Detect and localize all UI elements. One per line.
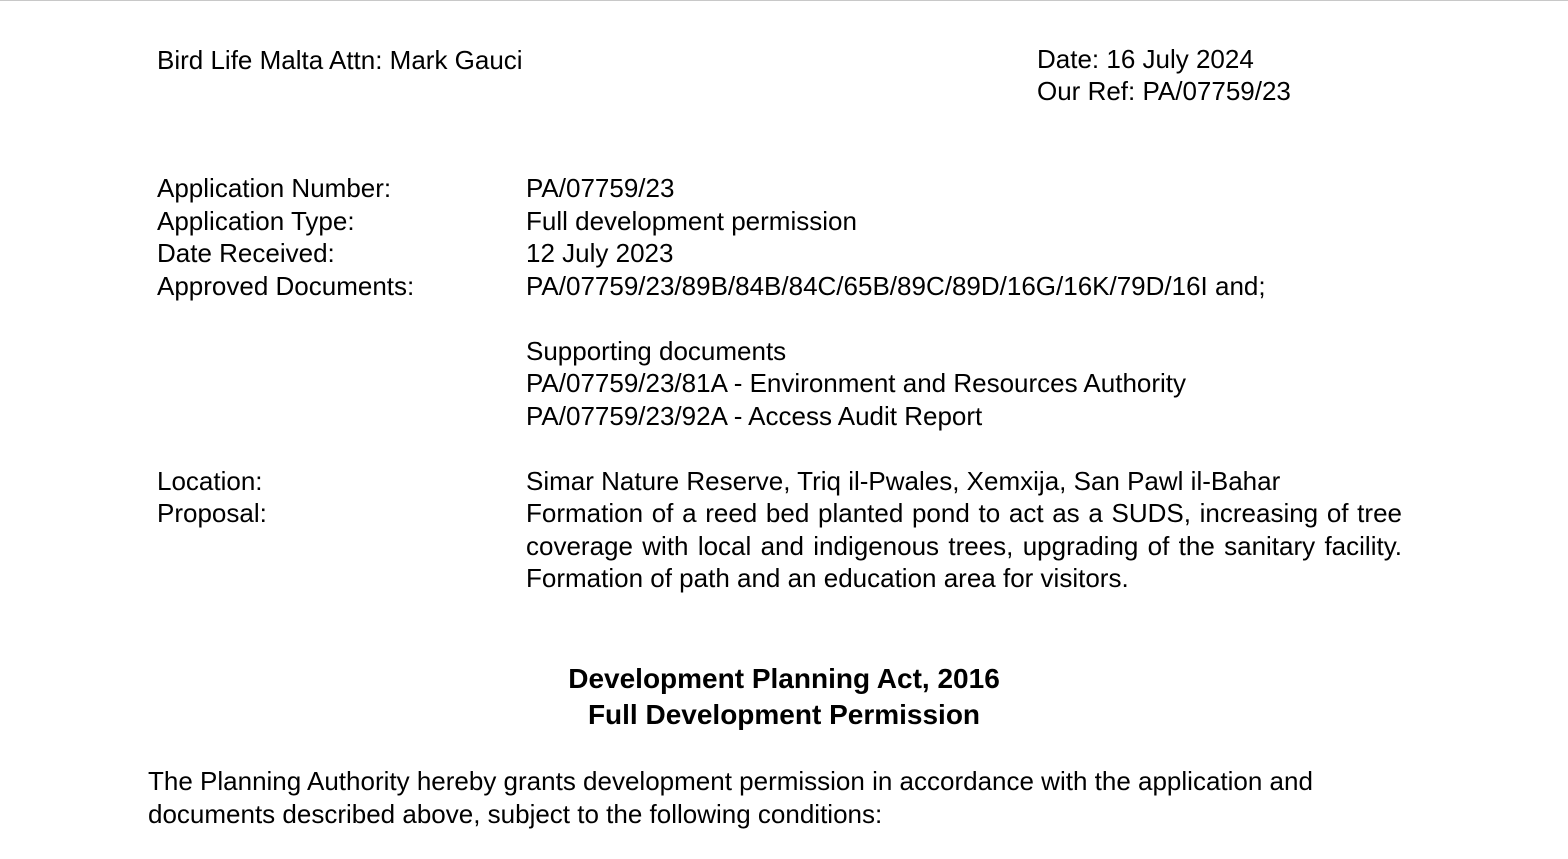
letter-date: Date: 16 July 2024 [1037, 44, 1254, 74]
application-type-row [157, 205, 1402, 238]
date-received-row [157, 237, 1402, 270]
act-title: Development Planning Act, 2016 [568, 663, 1000, 694]
location-row [157, 465, 1402, 498]
proposal-value: Formation of a reed bed planted pond to act as a SUDS, increasing of tree coverage with local and indigenous trees, upgrading of the sanitary facility. Formation of path and an education area for visitors. [526, 498, 1402, 593]
our-reference: Our Ref: PA/07759/23 [1037, 76, 1291, 106]
date-received-value: 12 July 2023 [526, 238, 674, 268]
act-subtitle: Full Development Permission [587, 699, 981, 730]
application-number-value: PA/07759/23 [526, 173, 675, 203]
location-value: Simar Nature Reserve, Triq il-Pwales, Xemxija, San Pawl il-Bahar [526, 465, 1281, 496]
proposal-label: Proposal: [157, 498, 267, 528]
location-label: Location: [157, 465, 263, 496]
addressee: Bird Life Malta Attn: Mark Gauci [157, 45, 523, 75]
application-details [157, 172, 1402, 595]
application-type-value: Full development permission [526, 205, 857, 236]
supporting-documents [526, 335, 1402, 433]
supporting-documents-row [157, 335, 1402, 433]
supporting-documents-heading: Supporting documents [526, 335, 787, 366]
approved-documents-row [157, 270, 1402, 303]
application-type-label: Application Type: [157, 205, 355, 236]
supporting-document-item: PA/07759/23/92A - Access Audit Report [526, 400, 983, 431]
application-number-label: Application Number: [157, 173, 392, 203]
act-heading [0, 661, 1568, 733]
approved-documents-value: PA/07759/23/89B/84B/84C/65B/89C/89D/16G/16K/79D/16I and; [526, 270, 1266, 301]
approved-documents-label: Approved Documents: [157, 270, 415, 301]
proposal-row [157, 497, 1402, 595]
application-number-row [157, 172, 1402, 205]
top-divider [0, 0, 1568, 1]
supporting-document-item: PA/07759/23/81A - Environment and Resources Authority [526, 368, 1187, 398]
date-received-label: Date Received: [157, 238, 335, 268]
date-reference-block [1037, 43, 1291, 107]
grant-statement: The Planning Authority hereby grants development permission in accordance with the application and documents described above, subject to the following conditions: [148, 766, 1313, 829]
